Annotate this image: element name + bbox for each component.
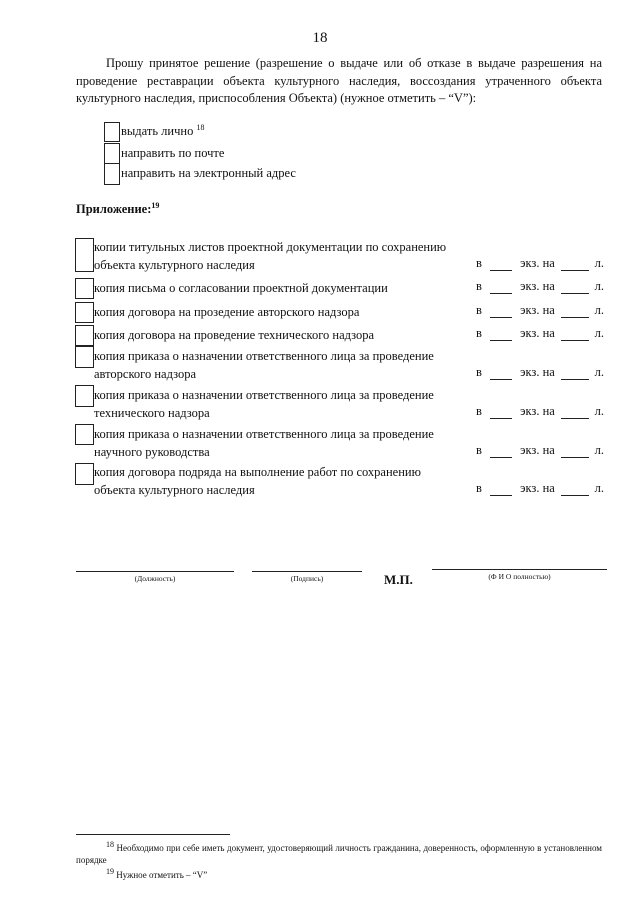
option-checkbox-personal[interactable] <box>104 122 120 142</box>
option-checkbox-email[interactable] <box>104 163 120 185</box>
attachment-label: копия договора на прозедение авторского надзора <box>94 305 360 319</box>
attachment-quantity: в экз. на л. <box>476 279 604 293</box>
copies-blank[interactable] <box>490 405 512 419</box>
attachment-label: копия приказа о назначении ответственного лица за проведение технического надзора <box>94 388 434 420</box>
sheets-blank[interactable] <box>561 257 589 271</box>
attachment-checkbox[interactable] <box>75 385 94 407</box>
attachment-checkbox[interactable] <box>75 238 94 272</box>
option-label-personal: выдать лично $^{18}$ <box>121 122 205 138</box>
signature-caption: (Подпись) <box>290 574 324 583</box>
copies-blank[interactable] <box>490 366 512 380</box>
sheets-blank[interactable] <box>561 366 589 380</box>
footnote-19: 19 Нужное отметить – “V” <box>106 867 208 880</box>
page-number: 18 <box>312 30 328 46</box>
attachment-checkbox[interactable] <box>75 302 94 323</box>
sheets-blank[interactable] <box>561 444 589 458</box>
copies-blank[interactable] <box>490 304 512 318</box>
signature-line[interactable] <box>252 571 362 572</box>
position-line[interactable] <box>76 571 234 572</box>
copies-blank[interactable] <box>490 327 512 341</box>
request-paragraph: Прошу принятое решение (разрешение о выдаче или об отказе в выдаче разрешения на проведение реставрации объекта культурного наследия, воссоздания утраченного объекта культурного наследия, приспособления Объекта) (нужное отметить – “V”): <box>76 56 602 105</box>
attachment-checkbox[interactable] <box>75 325 94 346</box>
position-caption: (Должность) <box>134 574 176 583</box>
attachment-label: копии титульных листов проектной документации по сохранению объекта культурного наследия <box>94 240 447 272</box>
attachment-quantity: в экз. на л. <box>476 481 604 495</box>
copies-blank[interactable] <box>490 257 512 271</box>
attachment-checkbox[interactable] <box>75 463 94 485</box>
full-name-line[interactable] <box>432 569 607 570</box>
attachment-label: копия письма о согласовании проектной документации <box>94 281 388 295</box>
footnote-divider <box>76 834 230 835</box>
footnote-18: 18 Необходимо при себе иметь документ, удостоверяющий личность гражданина, доверенность, оформленную в установленном порядке <box>76 840 603 865</box>
attachment-checkbox[interactable] <box>75 424 94 445</box>
attachment-label: копия договора на проведение технического надзора <box>94 328 375 342</box>
attachment-quantity: в экз. на л. <box>476 365 604 379</box>
attachment-label: копия приказа о назначении ответственного лица за проведение научного руководства <box>94 427 434 459</box>
full-name-caption: (Ф И О полностью) <box>488 572 551 581</box>
sheets-blank[interactable] <box>561 482 589 496</box>
attachment-quantity: в экз. на л. <box>476 256 604 270</box>
attachment-quantity: в экз. на л. <box>476 326 604 340</box>
attachment-quantity: в экз. на л. <box>476 443 604 457</box>
sheets-blank[interactable] <box>561 327 589 341</box>
attachment-checkbox[interactable] <box>75 346 94 368</box>
attachment-label: копия договора подряда на выполнение работ по сохранению объекта культурного наследия <box>94 465 421 497</box>
copies-blank[interactable] <box>490 444 512 458</box>
annex-title: Приложение:$^{19}$ <box>76 200 160 216</box>
copies-blank[interactable] <box>490 280 512 294</box>
attachment-quantity: в экз. на л. <box>476 404 604 418</box>
option-label-email: направить на электронный адрес <box>121 166 296 180</box>
footnote-ref-19: 19 <box>151 200 160 210</box>
copies-blank[interactable] <box>490 482 512 496</box>
sheets-blank[interactable] <box>561 304 589 318</box>
sheets-blank[interactable] <box>561 280 589 294</box>
attachment-label: копия приказа о назначении ответственного лица за проведение авторского надзора <box>94 349 434 381</box>
option-checkbox-mail[interactable] <box>104 143 120 164</box>
attachment-quantity: в экз. на л. <box>476 303 604 317</box>
sheets-blank[interactable] <box>561 405 589 419</box>
option-label-mail: направить по почте <box>121 146 225 160</box>
attachment-checkbox[interactable] <box>75 278 94 299</box>
stamp-place: М.П. <box>384 572 413 587</box>
footnote-ref-18: 18 <box>196 122 205 132</box>
